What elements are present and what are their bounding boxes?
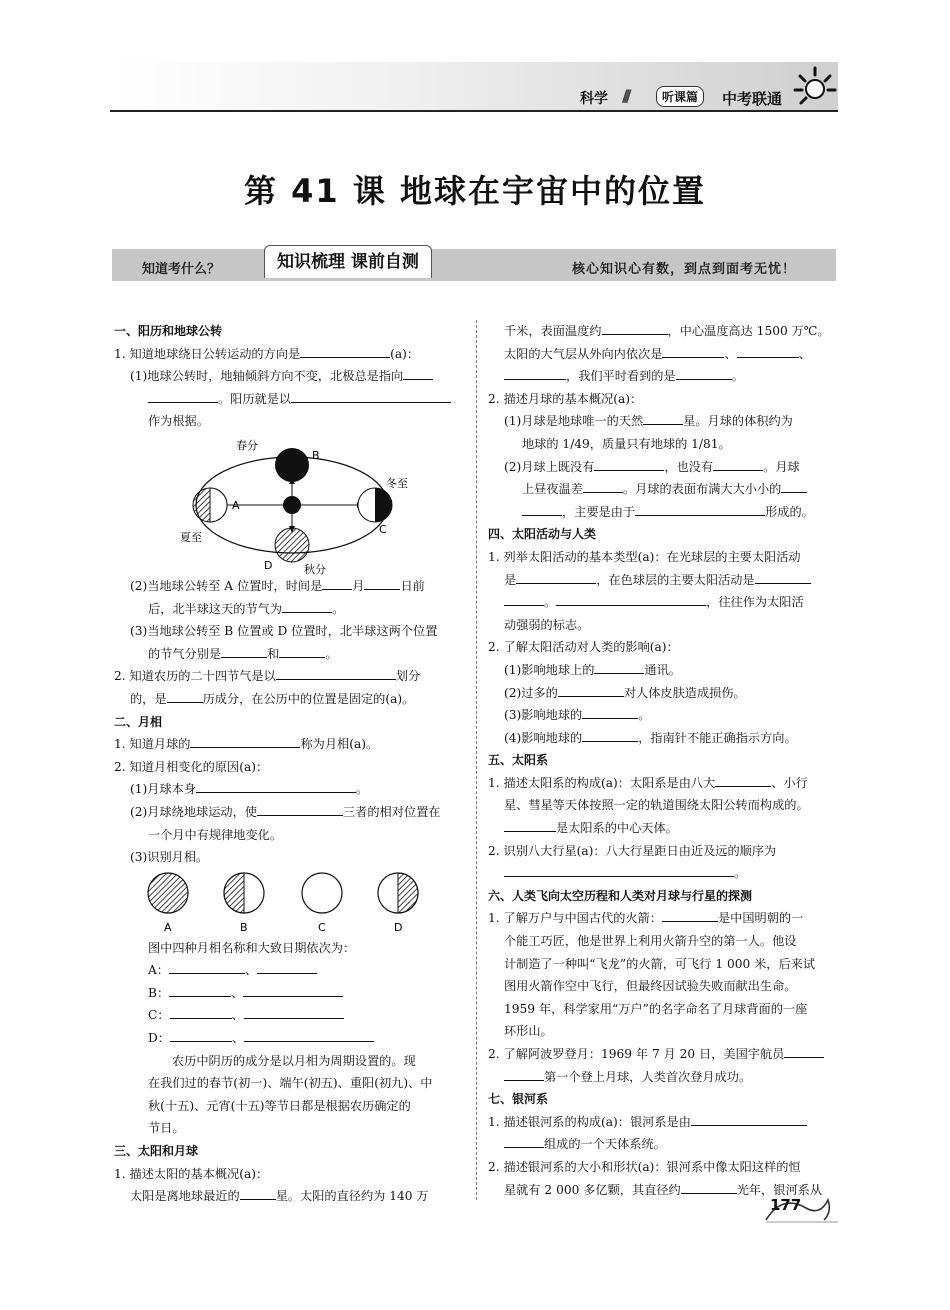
text-line: 是太阳系的中心天体。 [556, 821, 678, 836]
text-line: 。 [332, 601, 345, 616]
text-line: (a)： [390, 346, 420, 361]
text-line: 2. 描述月球的基本概况(a)： [488, 391, 643, 406]
text-line: 称为月相(a)。 [300, 737, 379, 752]
text-line: 、小行 [771, 775, 808, 790]
answer-blank[interactable] [257, 959, 317, 974]
text-line: C： [148, 1008, 170, 1023]
answer-blank[interactable] [662, 343, 724, 358]
text-line: 。 [734, 866, 747, 881]
header-slash-icon: /// [622, 86, 628, 105]
answer-blank[interactable] [276, 665, 396, 680]
answer-blank[interactable] [504, 365, 566, 380]
text-line: 。 [731, 369, 744, 384]
text-line: 。 [356, 782, 369, 797]
text-line: 2. 了解阿波罗登月：1969 年 7 月 20 日，美国宇航员 [488, 1047, 785, 1061]
section-banner [112, 249, 836, 281]
answer-blank[interactable] [643, 410, 683, 425]
text-line: (1)影响地球上的 [504, 662, 595, 677]
text-line: 。月球 [763, 459, 800, 474]
answer-blank[interactable] [364, 575, 400, 590]
orbit-label-d: D [264, 558, 273, 572]
sun-logo-icon [792, 64, 838, 110]
text-line: 1. 描述太阳的基本概况(a)： [114, 1166, 269, 1181]
answer-blank[interactable] [713, 456, 763, 471]
answer-blank[interactable] [196, 778, 356, 793]
text-line: 农历中阴历的成分是以月相为周期设置的。现 [172, 1053, 416, 1068]
text-line: ，在色球层的主要太阳活动是 [596, 572, 755, 587]
section-heading: 一、阳历和地球公转 [114, 324, 223, 338]
answer-blank[interactable] [583, 478, 623, 493]
text-line: 太阳的大气层从外向内依次是 [504, 346, 663, 361]
header-series: 听课篇 [656, 86, 704, 107]
column-divider [476, 320, 477, 1200]
text-line: (2)过多的 [504, 685, 558, 700]
text-line: 2. 了解太阳活动对人类的影响(a)： [488, 640, 679, 655]
text-line: 2. 知道月相变化的原因(a)： [114, 759, 269, 774]
text-line: (2)月球上既没有 [504, 459, 595, 474]
text-line: 个能工巧匠，他是世界上利用火箭升空的第一人。他设 [504, 934, 797, 949]
text-line: 图中四种月相名称和大致日期依次为： [148, 940, 356, 955]
section-heading: 三、太阳和月球 [114, 1144, 199, 1159]
section-heading: 六、人类飞向太空历程和人类对月球与行星的探测 [488, 888, 753, 903]
text-line: 1959 年，科学家用“万户”的名字命名了月球背面的一座 [504, 1001, 808, 1016]
answer-blank[interactable] [662, 907, 718, 922]
text-line: 图用火箭作空中飞行，但最终因试验失败而献出生命。 [504, 979, 797, 994]
header-brand: 中考联通 [722, 90, 783, 108]
answer-blank[interactable] [594, 659, 644, 674]
text-line: (4)影响地球的 [504, 730, 583, 745]
answer-blank[interactable] [221, 643, 267, 658]
text-line: 的节气分别是 [148, 646, 222, 661]
text-line: 星。太阳的直径约为 140 万 [275, 1189, 429, 1204]
text-line: 太阳是离地球最近的 [130, 1189, 240, 1204]
answer-blank[interactable] [504, 817, 556, 832]
text-line: 形成的。 [765, 504, 814, 519]
text-line: 秋(十五)、元宵(十五)等节日都是根据农历确定的 [148, 1098, 411, 1113]
answer-blank[interactable] [170, 1027, 232, 1042]
text-line: 的，是 [130, 691, 167, 706]
orbit-label-autumn: 秋分 [304, 562, 326, 575]
text-line: 2. 描述银河系的大小和形状(a)：银河系中像太阳这样的恒 [488, 1159, 801, 1174]
text-line: 划分 [395, 669, 421, 684]
moon-phases-diagram [140, 871, 420, 935]
orbit-label-b: B [312, 448, 320, 462]
section-heading: 七、银河系 [488, 1092, 549, 1107]
banner-left-text: 知道考什么？ [142, 262, 221, 277]
text-line: 计制造了一种叫“飞龙”的火箭，可飞行 1 000 米，后来试 [504, 956, 816, 971]
separator: 、 [245, 963, 258, 978]
answer-blank[interactable] [170, 1004, 232, 1019]
text-line: 环形山。 [504, 1024, 553, 1039]
text-line: 和 [267, 646, 280, 661]
text-line: 是中国明朝的一 [717, 911, 804, 926]
answer-blank[interactable] [257, 801, 343, 816]
answer-blank[interactable] [558, 682, 624, 697]
section-heading: 二、月相 [114, 714, 163, 729]
text-line: 历成分，在公历中的位置是固定的(a)。 [202, 691, 415, 706]
answer-blank[interactable] [681, 1179, 737, 1194]
text-line: 后，北半球这天的节气为 [148, 601, 283, 616]
answer-blank[interactable] [504, 862, 734, 877]
answer-blank[interactable] [737, 343, 799, 358]
answer-blank[interactable] [167, 688, 203, 703]
answer-blank[interactable] [781, 478, 807, 493]
answer-blank[interactable] [522, 501, 562, 516]
answer-blank[interactable] [190, 733, 300, 748]
text-line: ，往往作为太阳活 [706, 595, 804, 610]
answer-blank[interactable] [582, 727, 638, 742]
text-line: B： [148, 985, 170, 1000]
answer-blank[interactable] [594, 456, 664, 471]
text-line: 月 [352, 578, 365, 593]
answer-blank[interactable] [504, 591, 544, 606]
separator: 、 [724, 346, 737, 361]
page-number: 177 [770, 1196, 802, 1214]
text-line: 2. 识别八大行星(a)：八大行星距日由近及远的顺序为 [488, 843, 777, 858]
text-line: 星。月球的体积约为 [683, 414, 793, 429]
text-line: 一个月中有规律地变化。 [148, 827, 283, 842]
text-line: 动强弱的标志。 [504, 617, 590, 632]
separator: 、 [798, 346, 811, 361]
answer-blank[interactable] [602, 320, 668, 335]
text-line: 节日。 [148, 1121, 185, 1136]
answer-blank[interactable] [635, 501, 765, 516]
right-column [488, 320, 838, 1201]
answer-blank[interactable] [755, 569, 811, 584]
text-line: 。 [325, 646, 338, 661]
banner-right-text: 核心知识心有数，到点到面考无忧！ [571, 262, 796, 277]
answer-blank[interactable] [240, 1185, 276, 1200]
text-line: 1. 描述太阳系的构成(a)：太阳系是由八大 [488, 775, 716, 790]
moon-label-a: A [164, 920, 172, 934]
text-line: (1)月球本身 [130, 782, 197, 797]
banner-tab: 知识梳理 课前自测 [264, 245, 432, 278]
answer-blank[interactable] [582, 704, 638, 719]
answer-blank[interactable] [403, 365, 433, 380]
answer-blank[interactable] [169, 959, 245, 974]
text-line: (2)月球绕地球运动，使 [130, 804, 257, 819]
text-line: 1. 知道月球的 [114, 737, 191, 752]
text-line: 是 [504, 572, 517, 587]
text-line: 作为根据。 [148, 414, 209, 429]
answer-blank[interactable] [715, 772, 771, 787]
answer-blank[interactable] [282, 598, 332, 613]
text-line: (1)月球是地球唯一的天然 [504, 414, 644, 429]
answer-blank[interactable] [516, 569, 596, 584]
text-line: 在我们过的春节(初一)、端午(初五)、重阳(初九)、中 [148, 1076, 433, 1091]
text-line: (1)地球公转时，地轴倾斜方向不变，北极总是指向 [130, 369, 404, 384]
answer-blank[interactable] [291, 388, 451, 403]
text-line: 千米，表面温度约 [504, 324, 602, 338]
answer-blank[interactable] [504, 1066, 544, 1081]
answer-blank[interactable] [504, 1133, 544, 1148]
text-line: ，主要是由于 [562, 504, 636, 519]
text-line: 。 [638, 708, 651, 723]
answer-blank[interactable] [784, 1043, 824, 1058]
moon-label-b: B [240, 920, 248, 934]
moon-label-d: D [394, 920, 403, 934]
text-line: 。月球的表面布满大大小小的 [622, 482, 782, 497]
moon-label-c: C [318, 920, 326, 934]
text-line: ，中心温度高达 1500 万℃。 [667, 324, 830, 338]
text-line: 光年，银河系从 [736, 1182, 823, 1197]
text-line: (3)识别月相。 [130, 850, 209, 865]
answer-blank[interactable] [244, 1027, 374, 1042]
text-line: 1. 知道地球绕日公转运动的方向是 [114, 346, 301, 361]
text-line: (3)当地球公转至 B 位置或 D 位置时，北半球这两个位置 [130, 624, 438, 639]
text-line: 。阳历就是以 [218, 391, 292, 406]
text-line: 日前 [400, 578, 425, 593]
separator: 、 [231, 1008, 244, 1023]
section-heading: 四、太阳活动与人类 [488, 527, 597, 542]
answer-blank[interactable] [691, 1111, 807, 1126]
answer-blank[interactable] [676, 365, 732, 380]
orbit-label-spring: 春分 [236, 438, 258, 452]
text-line: 通讯。 [644, 662, 681, 677]
answer-blank[interactable] [244, 1004, 344, 1019]
header-rule [110, 110, 838, 112]
text-line: ，也没有 [664, 459, 714, 474]
orbit-label-c: C [379, 522, 387, 536]
separator: 、 [231, 985, 244, 1000]
answer-blank[interactable] [279, 643, 325, 658]
text-line: 星就有 2 000 多亿颗，其直径约 [504, 1182, 681, 1197]
text-line: 1. 了解万户与中国古代的火箭： [488, 911, 662, 926]
orbit-label-summer: 夏至 [180, 530, 202, 544]
text-line: 地球的 1/49，质量只有地球的 1/81。 [522, 436, 731, 451]
answer-blank[interactable] [556, 591, 706, 606]
earth-orbit-diagram [174, 435, 414, 575]
answer-blank[interactable] [300, 343, 390, 358]
text-line: 1. 列举太阳活动的基本类型(a)：在光球层的主要太阳活动 [488, 549, 801, 564]
text-line: ，我们平时看到的是 [566, 369, 676, 384]
orbit-label-winter: 冬至 [386, 476, 408, 490]
text-line: 。 [544, 595, 557, 610]
orbit-label-a: A [232, 498, 240, 512]
text-line: 组成的一个天体系统。 [544, 1137, 666, 1152]
answer-blank[interactable] [243, 982, 343, 997]
text-line: 星、彗星等天体按照一定的轨道围绕太阳公转而构成的。 [504, 798, 809, 813]
text-line: 对人体皮肤造成损伤。 [623, 685, 746, 700]
text-line: 1. 描述银河系的构成(a)：银河系是由 [488, 1114, 691, 1129]
text-line: (2)当地球公转至 A 位置时，时间是 [130, 578, 323, 593]
text-line: A： [148, 963, 169, 978]
answer-blank[interactable] [148, 388, 218, 403]
text-line: ，指南针不能正确指示方向。 [638, 730, 797, 745]
text-line: (3)影响地球的 [504, 708, 583, 723]
lesson-title: 第 41 课 地球在宇宙中的位置 [244, 172, 706, 210]
text-line: 第一个登上月球，人类首次登月成功。 [544, 1069, 752, 1084]
section-heading: 五、太阳系 [488, 753, 549, 768]
left-column [114, 320, 464, 1208]
text-line: D： [148, 1031, 170, 1046]
text-line: 2. 知道农历的二十四节气是以 [114, 669, 276, 684]
answer-blank[interactable] [169, 982, 231, 997]
answer-blank[interactable] [322, 575, 352, 590]
header-subject: 科学 [580, 91, 608, 107]
text-line: 三者的相对位置在 [342, 804, 441, 819]
text-line: 上昼夜温差 [522, 482, 583, 497]
separator: 、 [231, 1031, 245, 1046]
